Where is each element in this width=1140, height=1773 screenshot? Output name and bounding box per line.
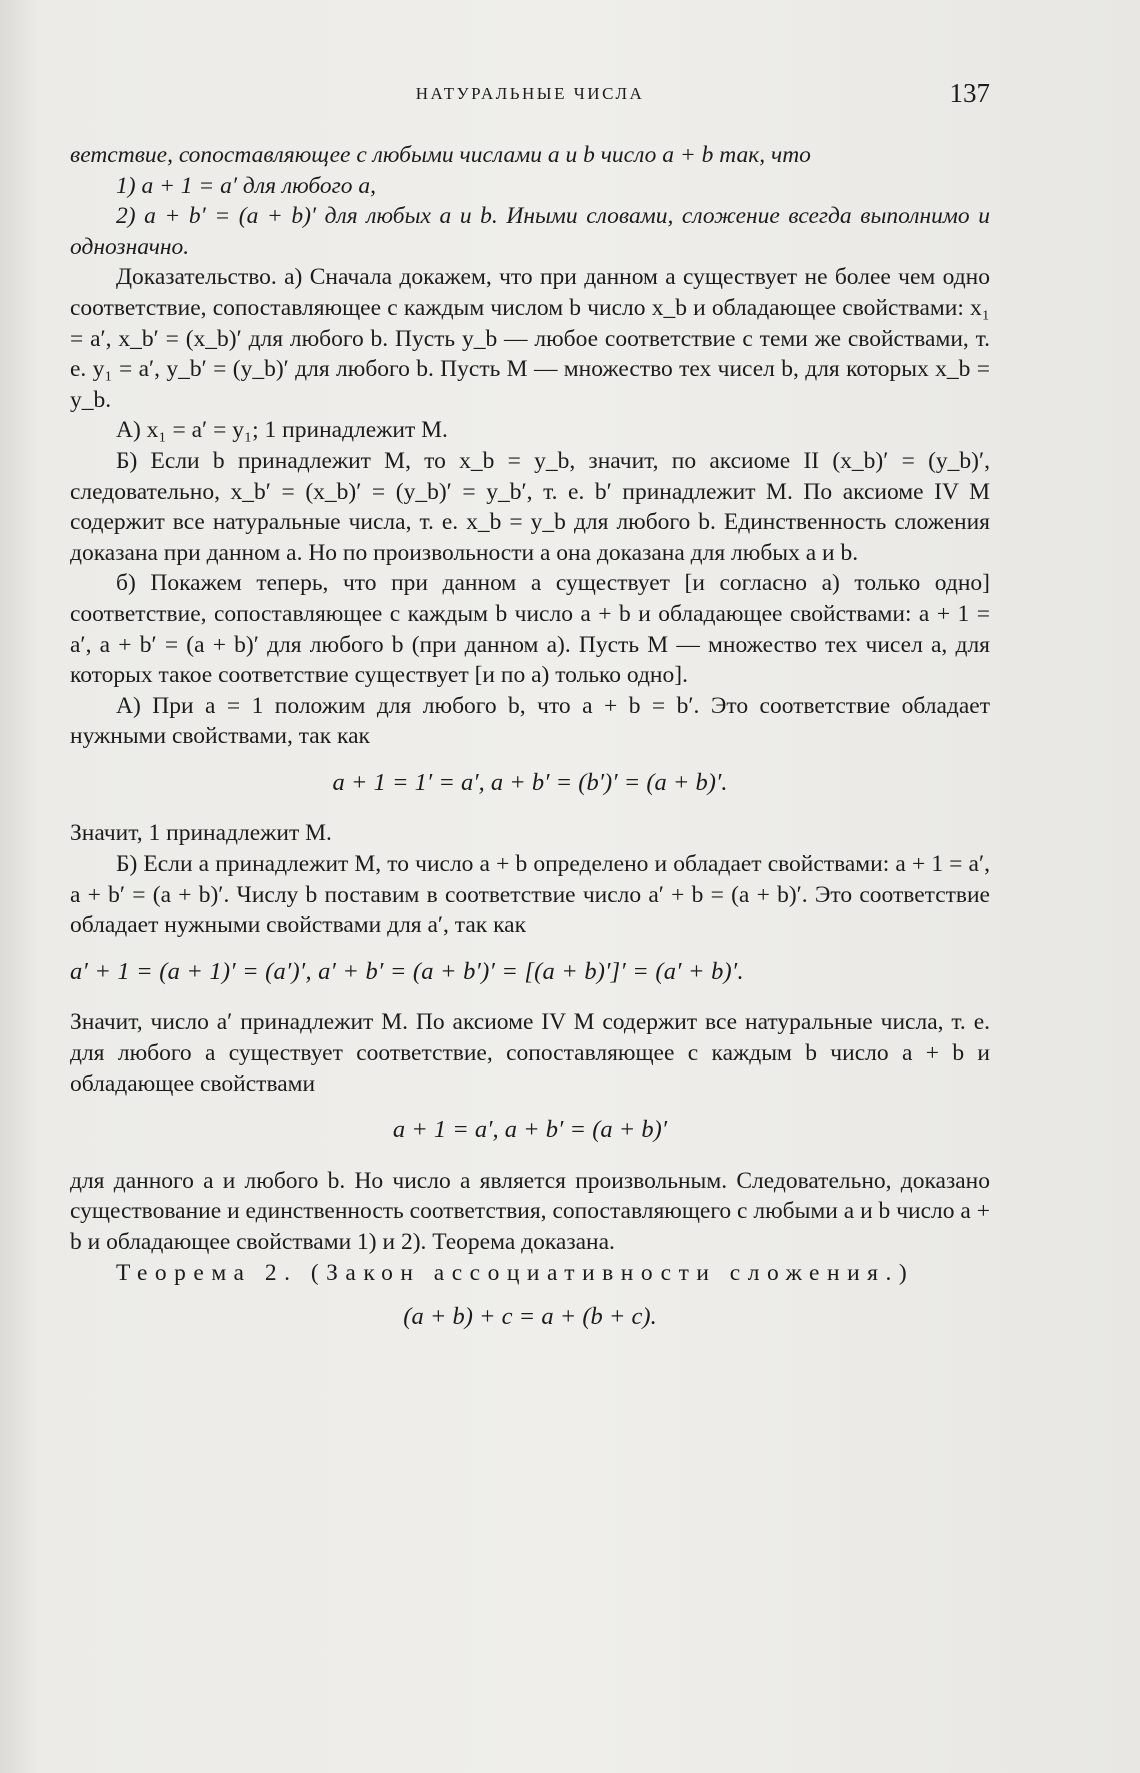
formula: a′ + 1 = (a + 1)′ = (a′)′, a′ + b′ = (a + b′)′ = [(a + b)′]′ = (a′ + b)′. — [70, 957, 744, 985]
running-title: НАТУРАЛЬНЫЕ ЧИСЛА — [415, 84, 645, 103]
page-body — [70, 140, 990, 1333]
paragraph: А) При a = 1 положим для любого b, что a + b = b′. Это соответствие обладает нужными свойствами, так как — [70, 692, 990, 750]
paragraph: ветствие, сопоставляющее с любыми числами a и b число a + b так, что — [70, 142, 811, 168]
paragraph: Значит, 1 принадлежит M. — [70, 820, 332, 847]
theorem-heading: Теорема 2. (Закон ассоциативности сложения.) — [116, 1259, 915, 1286]
paragraph: Доказательство. а) Сначала докажем, что при данном a существует не более чем одно соответствие, сопоставляющее с каждым числом b число x_b и обладающее свойствами: x₁ = a′, x_b′ = (x_b)′ для любого b. Пусть y_b — любое соответствие с теми же свойствами, т. е. y₁ = a′, y_b′ = (y_b)′ для любого b. Пусть M — множество тех чисел b, для которых x_b = y_b. — [70, 264, 990, 413]
paragraph: 2) a + b′ = (a + b)′ для любых a и b. Иными словами, сложение всегда выполнимо и однозначно. — [70, 203, 990, 260]
paragraph: Б) Если a принадлежит M, то число a + b определено и обладает свойствами: a + 1 = a′, a + b′ = (a + b)′. Числу b поставим в соответствие число a′ + b = (a + b)′. Это соответствие обладает нужными свойствами для a′, так как — [70, 851, 990, 939]
paragraph: А) x₁ = a′ = y₁; 1 принадлежит M. — [116, 417, 448, 444]
paragraph: Значит, число a′ принадлежит M. По аксиоме IV M содержит все натуральные числа, т. е. для любого a существует соответствие, сопоставляющее с каждым b число a + b и обладающее свойствами — [70, 1009, 990, 1097]
formula: a + 1 = a′, a + b′ = (a + b)′ — [392, 1116, 668, 1144]
paragraph: 1) a + 1 = a′ для любого a, — [116, 172, 377, 199]
paragraph: Б) Если b принадлежит M, то x_b = y_b, значит, по аксиоме II (x_b)′ = (y_b)′, следовательно, x_b′ = (x_b)′ = (y_b)′ = y_b′, т. е. b′ принадлежит M. По аксиоме IV M содержит все натуральные числа, т. е. x_b = y_b для любого b. Единственность сложения доказана при данном a. Но по произвольности a она доказана для любых a и b. — [70, 447, 990, 566]
formula: (a + b) + c = a + (b + c). — [403, 1303, 657, 1331]
page-header — [70, 78, 990, 118]
formula: a + 1 = 1′ = a′, a + b′ = (b′)′ = (a + b)′. — [332, 768, 728, 796]
page-number: 137 — [949, 78, 990, 108]
paragraph: для данного a и любого b. Но число a является произвольным. Следовательно, доказано существование и единственность соответствия, сопоставляющего с любыми a и b число a + b и обладающее свойствами 1) и 2). Теорема доказана. — [70, 1167, 990, 1255]
paragraph: б) Покажем теперь, что при данном a существует [и согласно а) только одно] соответствие, сопоставляющее с каждым b число a + b и обладающее свойствами: a + 1 = a′, a + b′ = (a + b)′ для любого b (при данном a). Пусть M — множество тех чисел a, для которых такое соответствие существует [и по а) только одно]. — [70, 570, 990, 689]
